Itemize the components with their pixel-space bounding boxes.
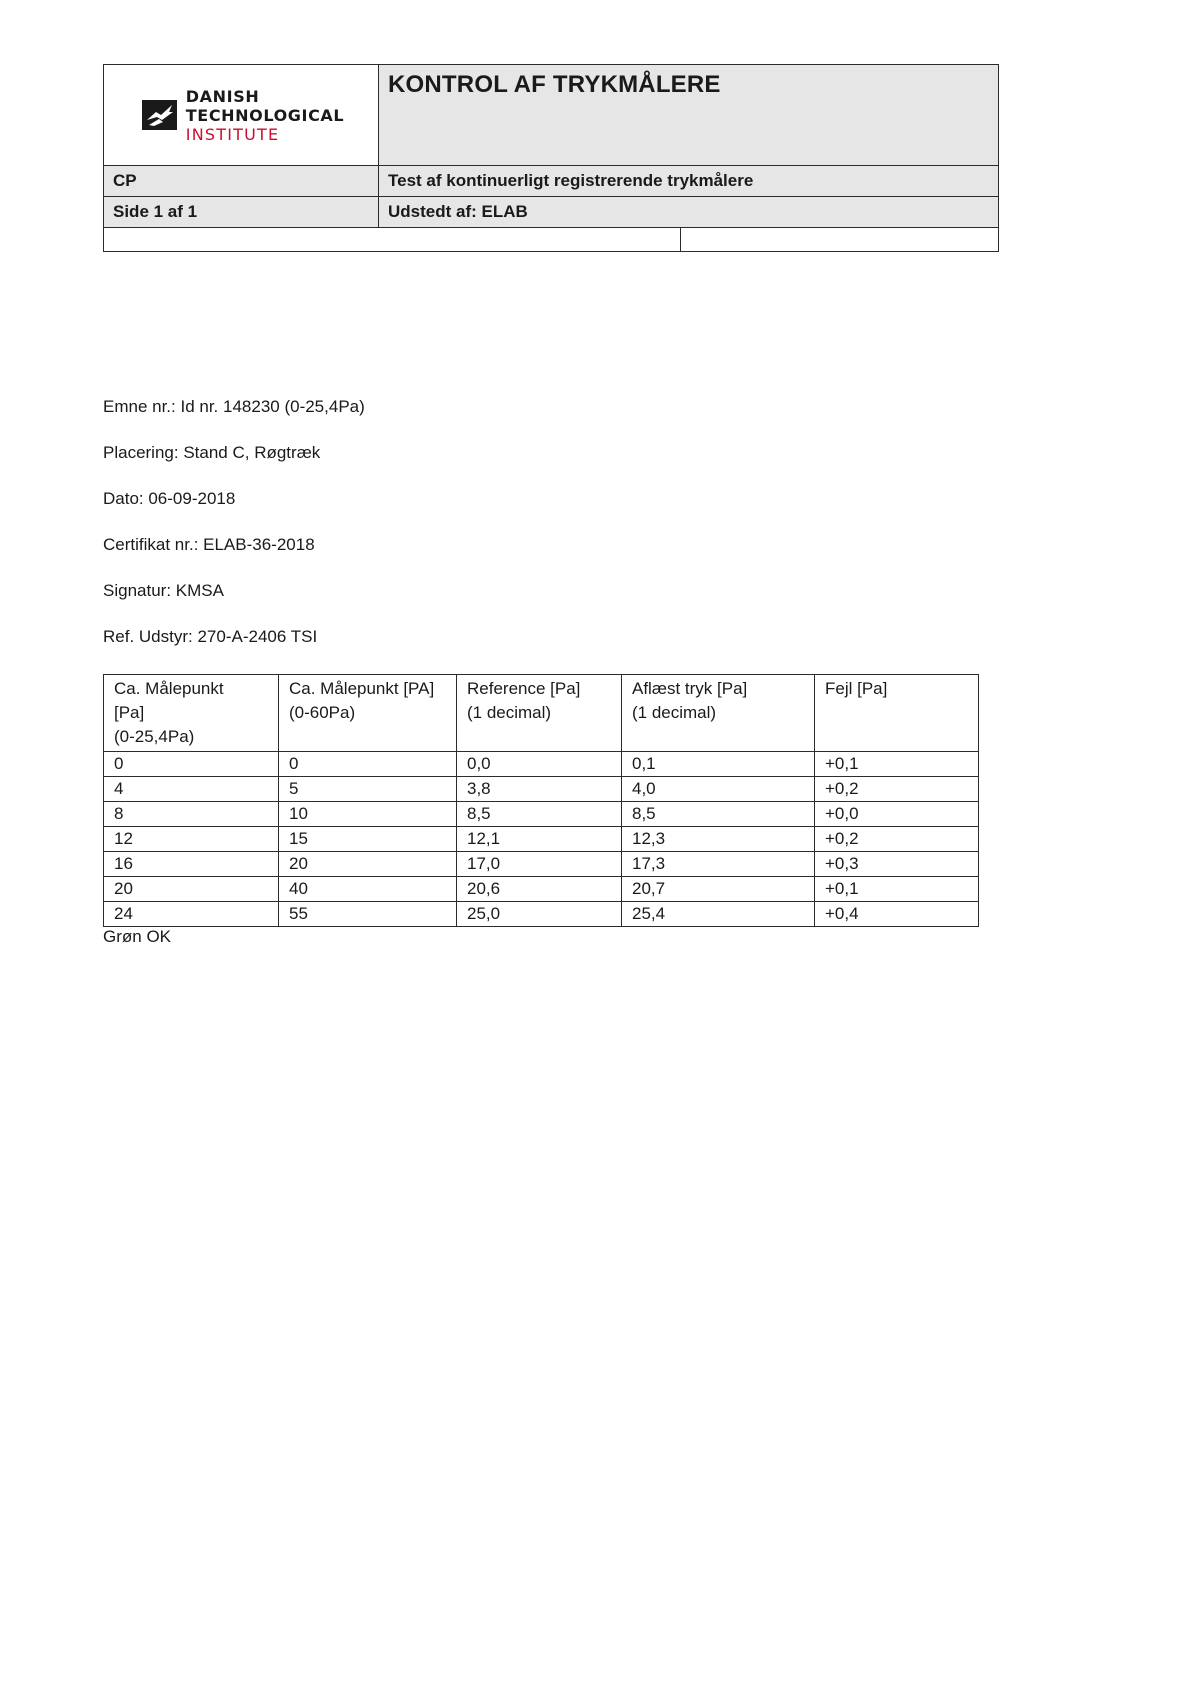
empty-cell-b (681, 228, 998, 251)
cell-malepunkt-0-60: 20 (279, 852, 457, 877)
cell-reference: 0,0 (457, 752, 622, 777)
cell-aflaest-tryk: 25,4 (622, 902, 815, 927)
cell-aflaest-tryk: 12,3 (622, 827, 815, 852)
cell-fejl: +0,2 (815, 827, 979, 852)
header-line: Aflæst tryk [Pa] (632, 679, 748, 698)
subtitle-cell: Test af kontinuerligt registrerende trykmålere (379, 166, 998, 196)
cell-reference: 17,0 (457, 852, 622, 877)
dti-logo (142, 87, 344, 144)
logo-wordmark (186, 87, 344, 144)
header-line: (0-60Pa) (289, 703, 356, 722)
issued-by-cell: Udstedt af: ELAB (379, 197, 998, 227)
header-line: (1 decimal) (632, 703, 717, 722)
table-row (104, 827, 979, 852)
cell-aflaest-tryk: 4,0 (622, 777, 815, 802)
cell-malepunkt-0-60: 5 (279, 777, 457, 802)
dato-line: Dato: 06-09-2018 (103, 489, 236, 508)
table-row (104, 752, 979, 777)
code-cell: CP (104, 166, 379, 196)
cell-aflaest-tryk: 17,3 (622, 852, 815, 877)
cell-malepunkt-0-60: 10 (279, 802, 457, 827)
header-line: (1 decimal) (467, 703, 552, 722)
table-row (104, 902, 979, 927)
cell-malepunkt-0-25: 12 (104, 827, 279, 852)
table-row (104, 802, 979, 827)
logo-line-1: DANISH (185, 86, 260, 106)
header-row-page (104, 197, 998, 228)
cell-malepunkt-0-25: 24 (104, 902, 279, 927)
cell-fejl: +0,3 (815, 852, 979, 877)
logo-cell (104, 65, 379, 165)
header-line: (0-25,4Pa) (114, 727, 195, 746)
ref-udstyr-line: Ref. Udstyr: 270-A-2406 TSI (103, 627, 318, 646)
cell-fejl: +0,1 (815, 752, 979, 777)
status-note: Grøn OK (103, 927, 172, 946)
cell-reference: 8,5 (457, 802, 622, 827)
header-row-code (104, 166, 998, 197)
col-header-malepunkt-0-25 (104, 675, 279, 752)
emne-line: Emne nr.: Id nr. 148230 (0-25,4Pa) (103, 397, 365, 416)
table-row (104, 777, 979, 802)
header-line: Reference [Pa] (467, 679, 581, 698)
col-header-malepunkt-0-60 (279, 675, 457, 752)
certifikat-line: Certifikat nr.: ELAB-36-2018 (103, 535, 315, 554)
cell-fejl: +0,0 (815, 802, 979, 827)
cell-aflaest-tryk: 20,7 (622, 877, 815, 902)
table-header-row (104, 675, 979, 752)
cell-reference: 3,8 (457, 777, 622, 802)
header-line: Ca. Målepunkt [PA] (289, 679, 435, 698)
col-header-aflaest-tryk (622, 675, 815, 752)
cell-malepunkt-0-60: 55 (279, 902, 457, 927)
cell-malepunkt-0-25: 4 (104, 777, 279, 802)
header-line: [Pa] (114, 703, 145, 722)
table-row (104, 852, 979, 877)
header-line: Fejl [Pa] (825, 679, 888, 698)
cell-malepunkt-0-60: 0 (279, 752, 457, 777)
cell-reference: 12,1 (457, 827, 622, 852)
page-number-cell: Side 1 af 1 (104, 197, 379, 227)
logo-line-3: INSTITUTE (185, 124, 280, 144)
header-top-row (104, 65, 998, 166)
table-row (104, 877, 979, 902)
placering-line: Placering: Stand C, Røgtræk (103, 443, 321, 462)
header-row-empty (104, 228, 998, 251)
cell-aflaest-tryk: 0,1 (622, 752, 815, 777)
cell-malepunkt-0-25: 20 (104, 877, 279, 902)
logo-line-2: TECHNOLOGICAL (185, 105, 345, 125)
cell-fejl: +0,2 (815, 777, 979, 802)
cell-fejl: +0,4 (815, 902, 979, 927)
document-title: KONTROL AF TRYKMÅLERE (388, 71, 721, 98)
measurement-table (103, 674, 979, 927)
cell-malepunkt-0-25: 0 (104, 752, 279, 777)
cell-malepunkt-0-60: 15 (279, 827, 457, 852)
header-line: Ca. Målepunkt (114, 679, 224, 698)
col-header-fejl (815, 675, 979, 752)
signatur-line: Signatur: KMSA (103, 581, 224, 600)
cell-reference: 25,0 (457, 902, 622, 927)
info-section (103, 397, 365, 673)
cell-malepunkt-0-60: 40 (279, 877, 457, 902)
cell-aflaest-tryk: 8,5 (622, 802, 815, 827)
col-header-reference (457, 675, 622, 752)
title-cell (379, 65, 998, 165)
document-header (103, 64, 999, 252)
cell-malepunkt-0-25: 8 (104, 802, 279, 827)
cell-malepunkt-0-25: 16 (104, 852, 279, 877)
dti-logo-icon (142, 100, 177, 130)
empty-cell-a (104, 228, 681, 251)
cell-fejl: +0,1 (815, 877, 979, 902)
cell-reference: 20,6 (457, 877, 622, 902)
